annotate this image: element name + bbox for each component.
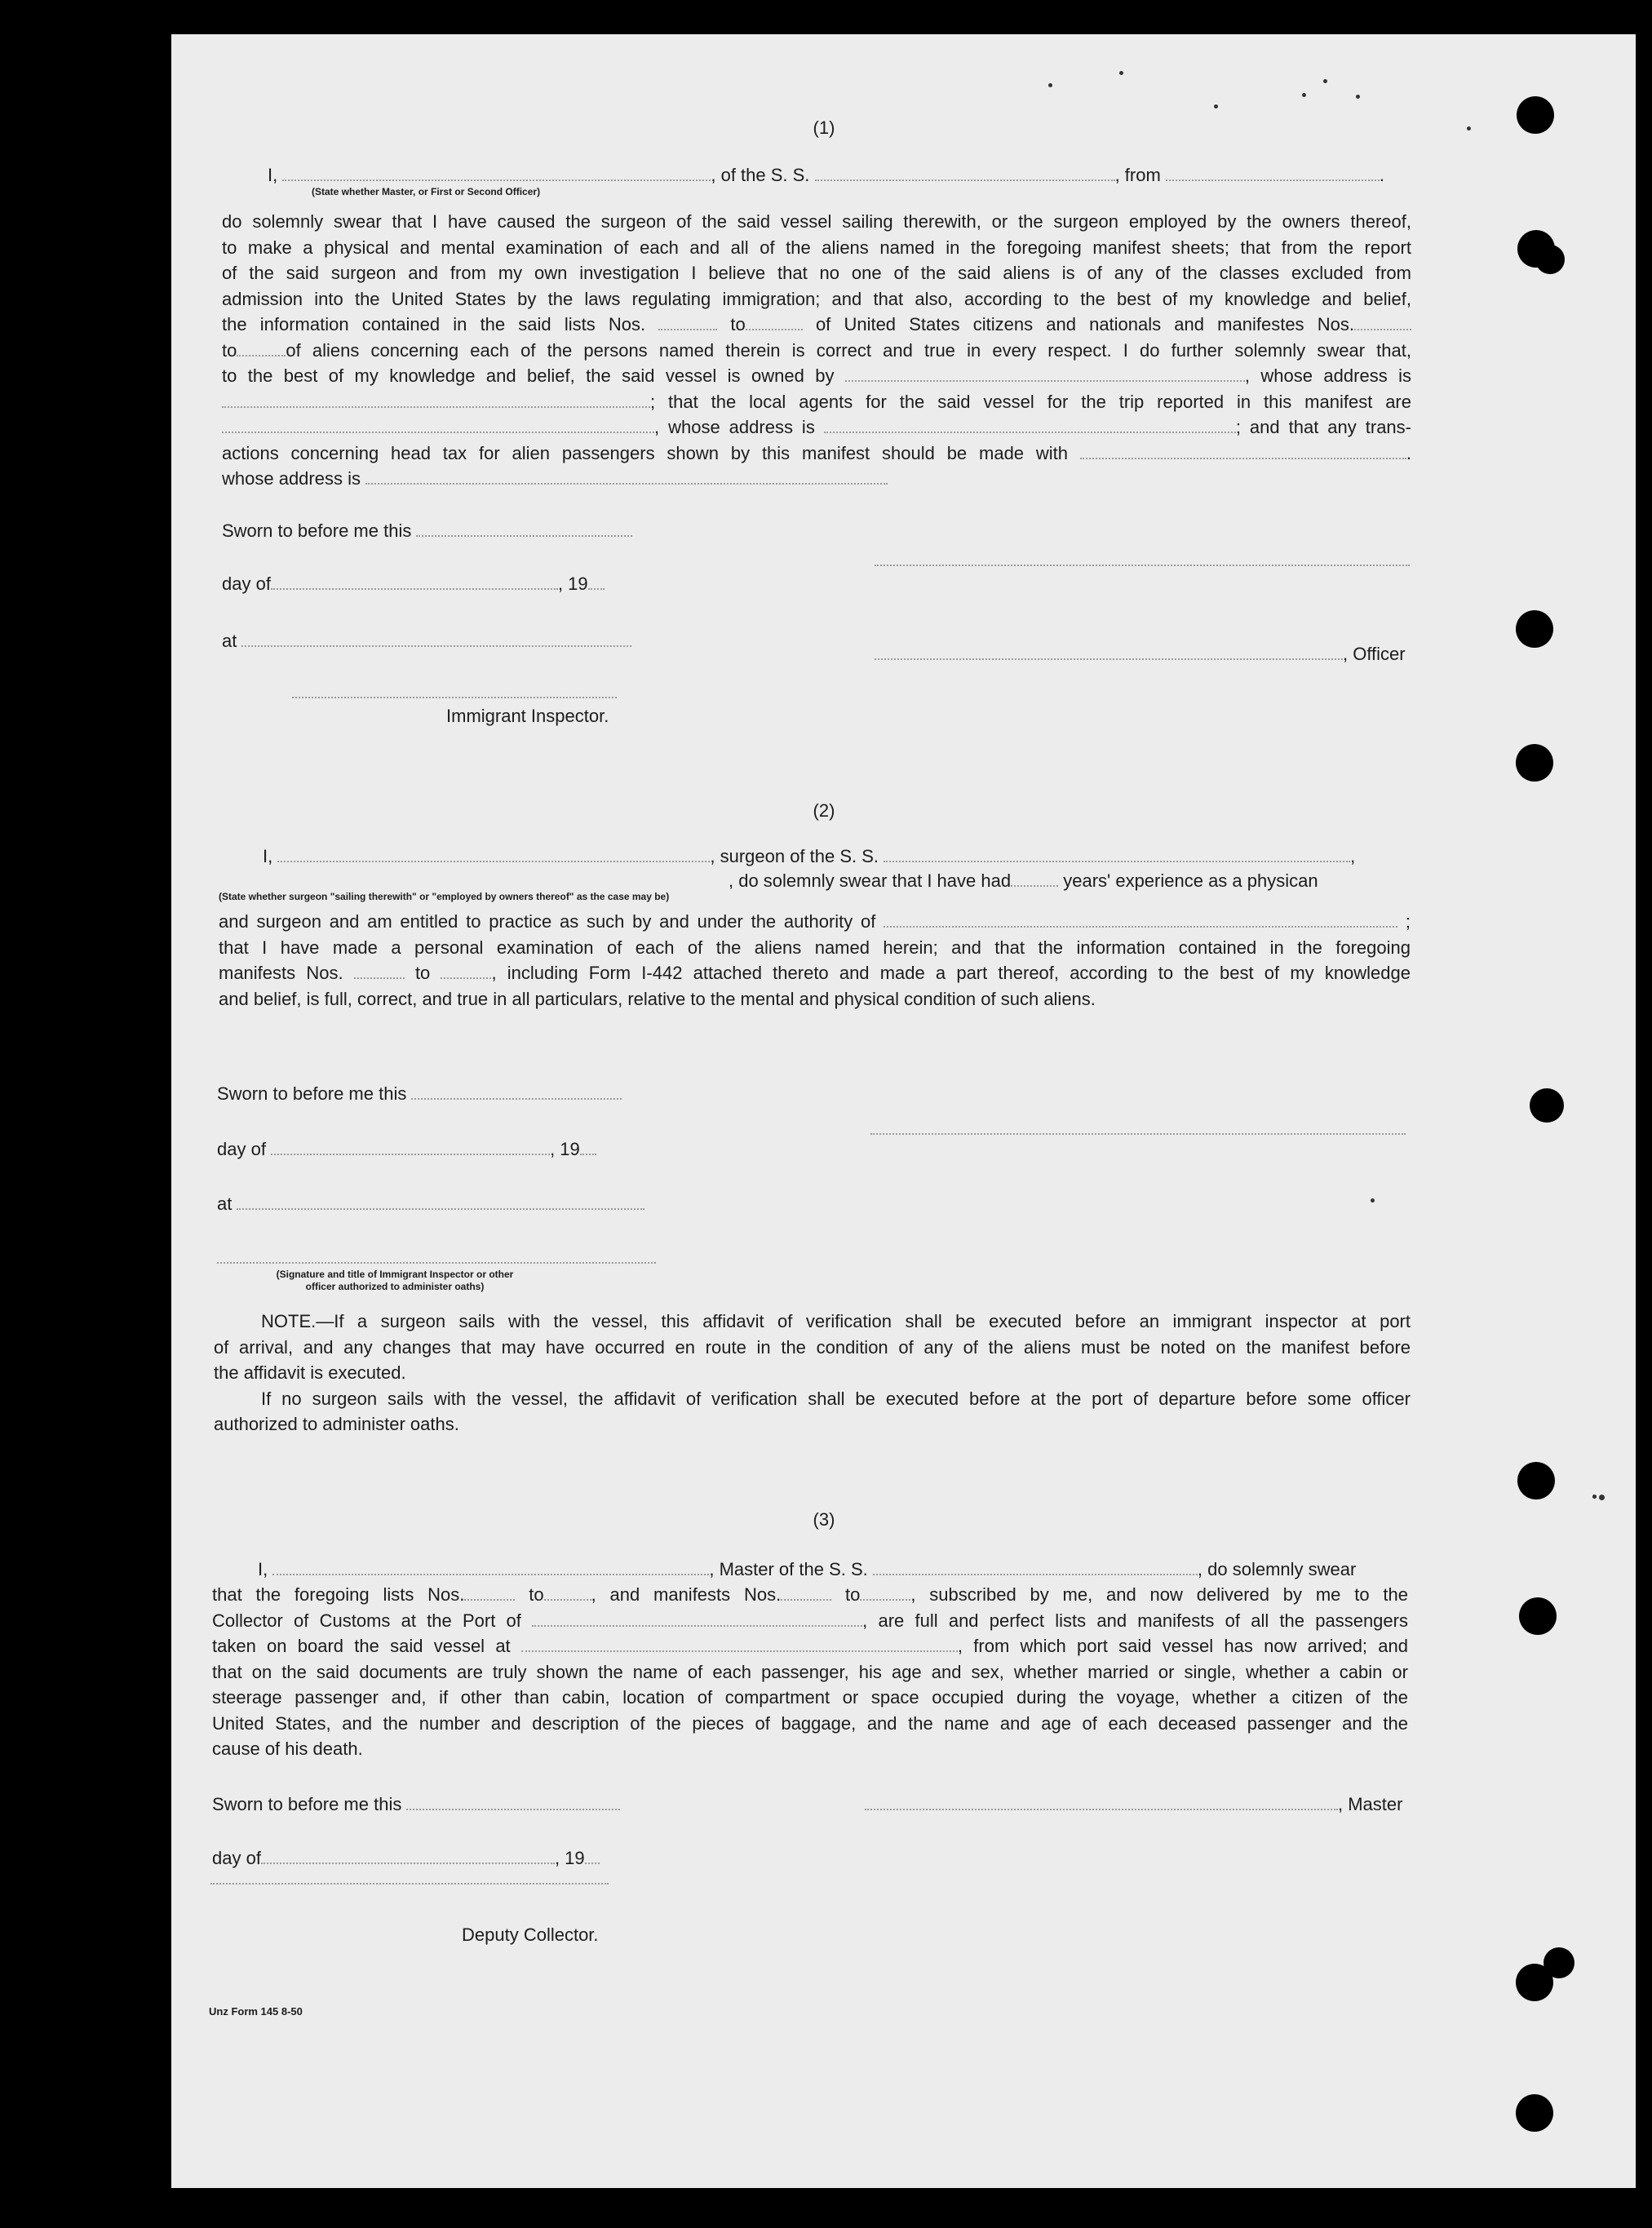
s1-oath-paragraph: do solemnly swear that I have caused the surgeon of the said vessel sailing therewith, or the surgeon employed by the owners thereof, to make a physical and mental examination of each and all of the aliens named in the foregoing manifest sheets; that from the report of the said surgeon and from my own investigation I believe that no one of the said aliens is of any of the classes excluded from admission into the United States by the laws regulating immigration; and that also, according to the best of my knowledge and belief, the information contained in the said lists Nos. to of United States citizens and nationals and manifestes Nos. to of aliens concerning each of the persons named therein is correct and true in every respect. I do further solemnly swear that, to the best of my knowledge and belief, the said vessel is owned by , whose address is ; that the local agents for the said vessel for the trip reported in this manifest are , whose address is ; and that any trans- actions concerning head tax for alien passengers shown by this manifest should be made with . whose address is	[222, 211, 1412, 489]
form-page	[171, 34, 1636, 2188]
s1-sworn-line: Sworn to before me this	[222, 518, 632, 543]
punch-hole	[1516, 744, 1553, 782]
speck	[1214, 104, 1218, 109]
s3-deputy-signature-line[interactable]	[210, 1883, 609, 1885]
s1-from-field[interactable]	[1166, 165, 1380, 181]
s1-headtax-address-field[interactable]	[365, 468, 888, 485]
s2-inspector-signature-line[interactable]	[217, 1262, 656, 1264]
s1-agents-field[interactable]	[222, 417, 654, 433]
s3-taken-at-field[interactable]	[521, 1636, 958, 1652]
s1-headtax-field[interactable]	[1080, 443, 1406, 459]
s2-name-field[interactable]	[277, 846, 710, 862]
speck	[1323, 79, 1327, 83]
s1-inspector-signature-line[interactable]	[292, 697, 617, 698]
s3-deputy-label: Deputy Collector.	[462, 1925, 599, 1945]
s3-lists-from-field[interactable]	[464, 1584, 515, 1601]
s3-dayof-line: day of , 19	[212, 1845, 600, 1871]
s1-officer-field[interactable]	[875, 644, 1343, 660]
speck	[1467, 126, 1471, 131]
s2-ship-field[interactable]	[884, 846, 1350, 862]
punch-hole	[1530, 1088, 1564, 1123]
s1-officer-line: , Officer	[875, 641, 1406, 667]
speck	[1599, 1495, 1605, 1500]
s2-manifests-from-field[interactable]	[354, 963, 405, 979]
s3-ship-field[interactable]	[873, 1559, 1198, 1575]
s1-ship-field[interactable]	[815, 165, 1115, 181]
s1-owner-address-field[interactable]	[222, 392, 650, 408]
s1-name-field[interactable]	[282, 165, 711, 181]
s1-owner-field[interactable]	[845, 365, 1245, 382]
speck	[1592, 1495, 1597, 1499]
s3-manifests-from-field[interactable]	[781, 1584, 831, 1601]
s1-lists-to-field[interactable]	[746, 314, 803, 330]
s3-master-field[interactable]	[865, 1794, 1338, 1810]
punch-hole	[1519, 1597, 1557, 1635]
s3-lists-to-field[interactable]	[544, 1584, 591, 1601]
s1-manifests-to-field[interactable]	[237, 340, 286, 357]
s1-dayof-line: day of , 19	[222, 571, 605, 596]
speck	[1119, 71, 1123, 75]
s1-year-field[interactable]	[588, 574, 605, 590]
s1-officer-signature-line[interactable]	[875, 565, 1410, 566]
s3-name-field[interactable]	[272, 1559, 709, 1575]
speck	[1371, 1198, 1375, 1203]
punch-hole	[1517, 96, 1554, 134]
s2-experience-line: , do solemnly swear that I have had years' experience as a physican	[729, 870, 1318, 891]
s1-master-line: I, , of the S. S. , from .	[268, 165, 1385, 185]
s2-oath-paragraph: and surgeon and am entitled to practice as such by and under the authority of ; that I have made a personal examination of each of the aliens named herein; and that the information contained in the foregoing manifests Nos. to , including Form I-442 attached thereto and made a part thereof, according to the best of my knowledge and belief, is full, correct, and true in all particulars, relative to the mental and physical condition of such aliens.	[219, 911, 1411, 1009]
s3-master-signature-line: , Master	[865, 1792, 1402, 1817]
s3-port-field[interactable]	[532, 1610, 862, 1627]
s1-subcaption: (State whether Master, or First or Second Officer)	[312, 186, 541, 197]
s1-inspector-label: Immigrant Inspector.	[446, 706, 609, 726]
section-3-number: (3)	[813, 1509, 835, 1530]
punch-hole	[1516, 610, 1553, 648]
s1-at-field[interactable]	[241, 631, 631, 647]
s2-year-field[interactable]	[580, 1139, 596, 1155]
speck	[1356, 95, 1360, 99]
s1-lists-from-field[interactable]	[658, 314, 717, 330]
s2-at-line: at	[217, 1191, 644, 1216]
punch-hole	[1516, 2094, 1553, 2132]
s3-oath-paragraph: that the foregoing lists Nos. to , and manifests Nos. to , subscribed by me, and now delivered by me to the Collector of Customs at the Port of , are full and perfect lists and manifests of all the passengers taken on board the said vessel at , from which port said vessel has now arrived; and that on the said documents are truly shown the name of each passenger, his age and sex, whether married or single, whether a cabin or steerage passenger and, if other than cabin, location of compartment or space occupied during the voyage, whether a citizen of the United States, and the number and description of the pieces of baggage, and the name and age of each deceased passenger and the cause of his death.	[212, 1584, 1408, 1759]
s3-year-field[interactable]	[585, 1848, 600, 1864]
s2-surgeon-line: I, , surgeon of the S. S. ,	[263, 846, 1356, 866]
s2-authority-field[interactable]	[884, 911, 1397, 928]
section-1-number: (1)	[813, 117, 835, 138]
s3-day-field[interactable]	[261, 1848, 555, 1864]
section-2-number: (2)	[813, 800, 835, 821]
punch-hole	[1543, 1947, 1574, 1978]
s1-sworn-date-field[interactable]	[416, 520, 632, 537]
s1-at-line: at	[222, 628, 631, 653]
s2-signature-caption: (Signature and title of Immigrant Inspector or other officer authorized to administer oaths)	[276, 1269, 514, 1292]
s3-master-line: I, , Master of the S. S. , do solemnly swear	[258, 1559, 1357, 1579]
s2-subcaption: (State whether surgeon "sailing therewith" or "employed by owners thereof" as the case may be)	[219, 891, 670, 902]
s3-manifests-to-field[interactable]	[860, 1584, 910, 1601]
s3-sworn-line: Sworn to before me this	[212, 1792, 620, 1817]
s2-sworn-line: Sworn to before me this	[217, 1081, 622, 1106]
s2-note-paragraph: NOTE.—If a surgeon sails with the vessel, this affidavit of verification shall be executed before an immigrant inspector at port of arrival, and any changes that may have occurred en route in the condition of any of the aliens must be noted on the manifest before the affidavit is executed. If no surgeon sails with the vessel, the affidavit of verification shall be executed before at the port of departure before some officer authorized to administer oaths.	[214, 1311, 1411, 1434]
form-number: Unz Form 145 8-50	[209, 2005, 303, 2018]
s2-dayof-line: day of , 19	[217, 1136, 596, 1162]
s2-sworn-date-field[interactable]	[411, 1083, 622, 1100]
s1-day-field[interactable]	[271, 574, 558, 590]
punch-hole	[1517, 1462, 1555, 1499]
s2-years-field[interactable]	[1011, 870, 1058, 887]
s3-sworn-date-field[interactable]	[406, 1794, 620, 1810]
punch-hole	[1535, 245, 1565, 274]
speck	[1048, 83, 1052, 87]
s2-day-field[interactable]	[271, 1139, 550, 1155]
s2-surgeon-signature-line[interactable]	[870, 1133, 1406, 1135]
s1-manifests-from-field[interactable]	[1354, 314, 1411, 330]
s2-manifests-to-field[interactable]	[441, 963, 491, 979]
speck	[1302, 93, 1306, 97]
s2-at-field[interactable]	[237, 1194, 644, 1210]
s1-agents-address-field[interactable]	[824, 417, 1236, 433]
